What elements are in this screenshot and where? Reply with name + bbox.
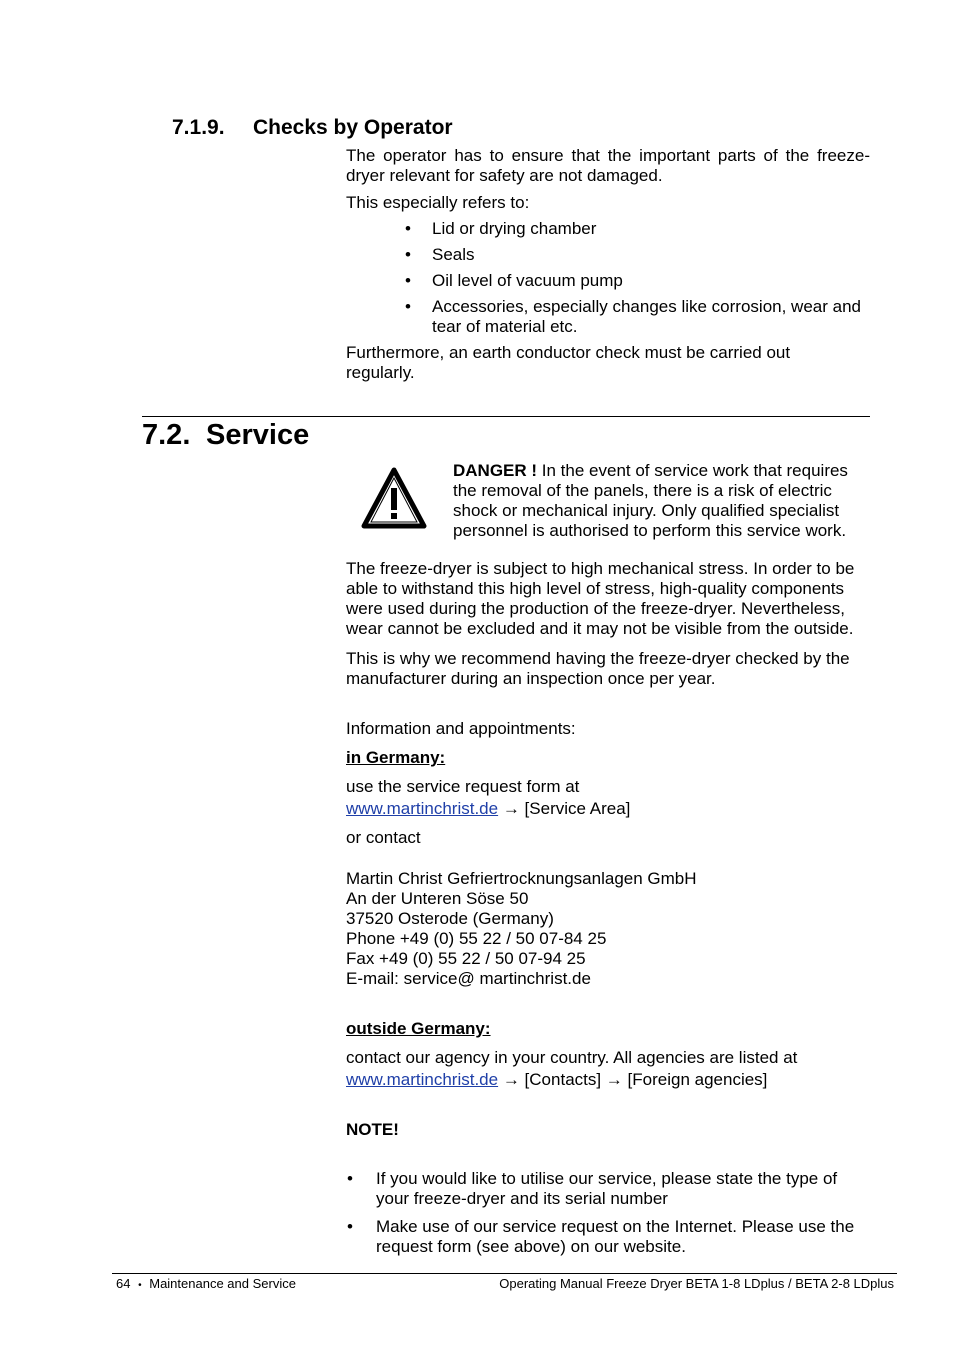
checks-body xyxy=(346,146,870,383)
list-item: • Oil level of vacuum pump xyxy=(405,271,623,290)
service-paragraph-2: This is why we recommend having the freeze-dryer checked by the manufacturer during an inspection once per year. xyxy=(346,649,850,688)
section-title: Checks by Operator xyxy=(253,116,453,139)
website-link[interactable]: www.martinchrist.de xyxy=(346,1070,499,1089)
address-line: Fax +49 (0) 55 22 / 50 07-94 25 xyxy=(346,949,586,968)
footer-chapter: Maintenance and Service xyxy=(149,1276,296,1291)
checks-paragraph-2: This especially refers to: xyxy=(346,193,530,212)
note-heading: NOTE! xyxy=(346,1120,399,1139)
danger-label: DANGER ! xyxy=(453,461,538,480)
outside-heading: outside Germany: xyxy=(346,1019,491,1038)
section-number: 7.1.9. xyxy=(172,116,225,139)
contact-address xyxy=(346,869,870,989)
footer-manual-title: Operating Manual Freeze Dryer BETA 1-8 LDplus / BETA 2-8 LDplus xyxy=(499,1276,894,1291)
checks-paragraph-1: The operator has to ensure that the important parts of the freeze-dryer relevant for safety are not damaged. xyxy=(346,146,870,185)
or-contact: or contact xyxy=(346,828,421,847)
info-line: Information and appointments: xyxy=(346,719,576,738)
section-heading-service xyxy=(142,416,309,454)
section-number: 7.2. xyxy=(142,419,191,451)
address-line: E-mail: service@ martinchrist.de xyxy=(346,969,591,988)
danger-text: In the event of service work that requires the removal of the panels, there is a risk of electric shock or mechanical injury. Only qualified specialist personnel is authorised to perform this service work. xyxy=(453,461,848,540)
footer-left xyxy=(116,1276,296,1294)
address-line: 37520 Osterode (Germany) xyxy=(346,909,554,928)
section-title: Service xyxy=(206,419,310,451)
outside-link-line: www.martinchrist.de → [Contacts] → [Foreign agencies] xyxy=(346,1070,768,1089)
germany-link-line: www.martinchrist.de → [Service Area] xyxy=(346,799,631,818)
address-line: Phone +49 (0) 55 22 / 50 07-84 25 xyxy=(346,929,607,948)
list-item: • If you would like to utilise our service, please state the type of your freeze-dryer and its serial number xyxy=(347,1169,838,1208)
checks-paragraph-3: Furthermore, an earth conductor check must be carried out regularly. xyxy=(346,343,791,382)
outside-line: contact our agency in your country. All agencies are listed at xyxy=(346,1048,798,1067)
danger-notice xyxy=(453,461,873,541)
germany-line: use the service request form at xyxy=(346,777,580,796)
list-item: • Make use of our service request on the Internet. Please use the request form (see above) on our website. xyxy=(347,1217,855,1256)
section-heading-checks-by-operator xyxy=(172,115,453,141)
warning-triangle-icon xyxy=(360,466,428,530)
website-link[interactable]: www.martinchrist.de xyxy=(346,799,499,818)
germany-heading: in Germany: xyxy=(346,748,446,767)
list-item: • Lid or drying chamber xyxy=(405,219,597,238)
footer-bullet: • xyxy=(138,1280,142,1291)
note-list xyxy=(347,1169,870,1257)
service-body xyxy=(346,559,870,1140)
service-paragraph-1: The freeze-dryer is subject to high mechanical stress. In order to be able to withstand this high level of stress, high-quality components were used during the production of the freeze-dryer. Nevertheless, wear cannot be excluded and it may not be visible from the outside. xyxy=(346,559,855,638)
address-line: Martin Christ Gefriertrocknungsanlagen GmbH xyxy=(346,869,697,888)
list-item: • Seals xyxy=(405,245,475,264)
footer-divider xyxy=(112,1273,897,1274)
page-number: 64 xyxy=(116,1276,131,1291)
list-item: • Accessories, especially changes like corrosion, wear and tear of material etc. xyxy=(405,297,861,336)
address-line: An der Unteren Söse 50 xyxy=(346,889,529,908)
checks-list xyxy=(405,219,870,337)
